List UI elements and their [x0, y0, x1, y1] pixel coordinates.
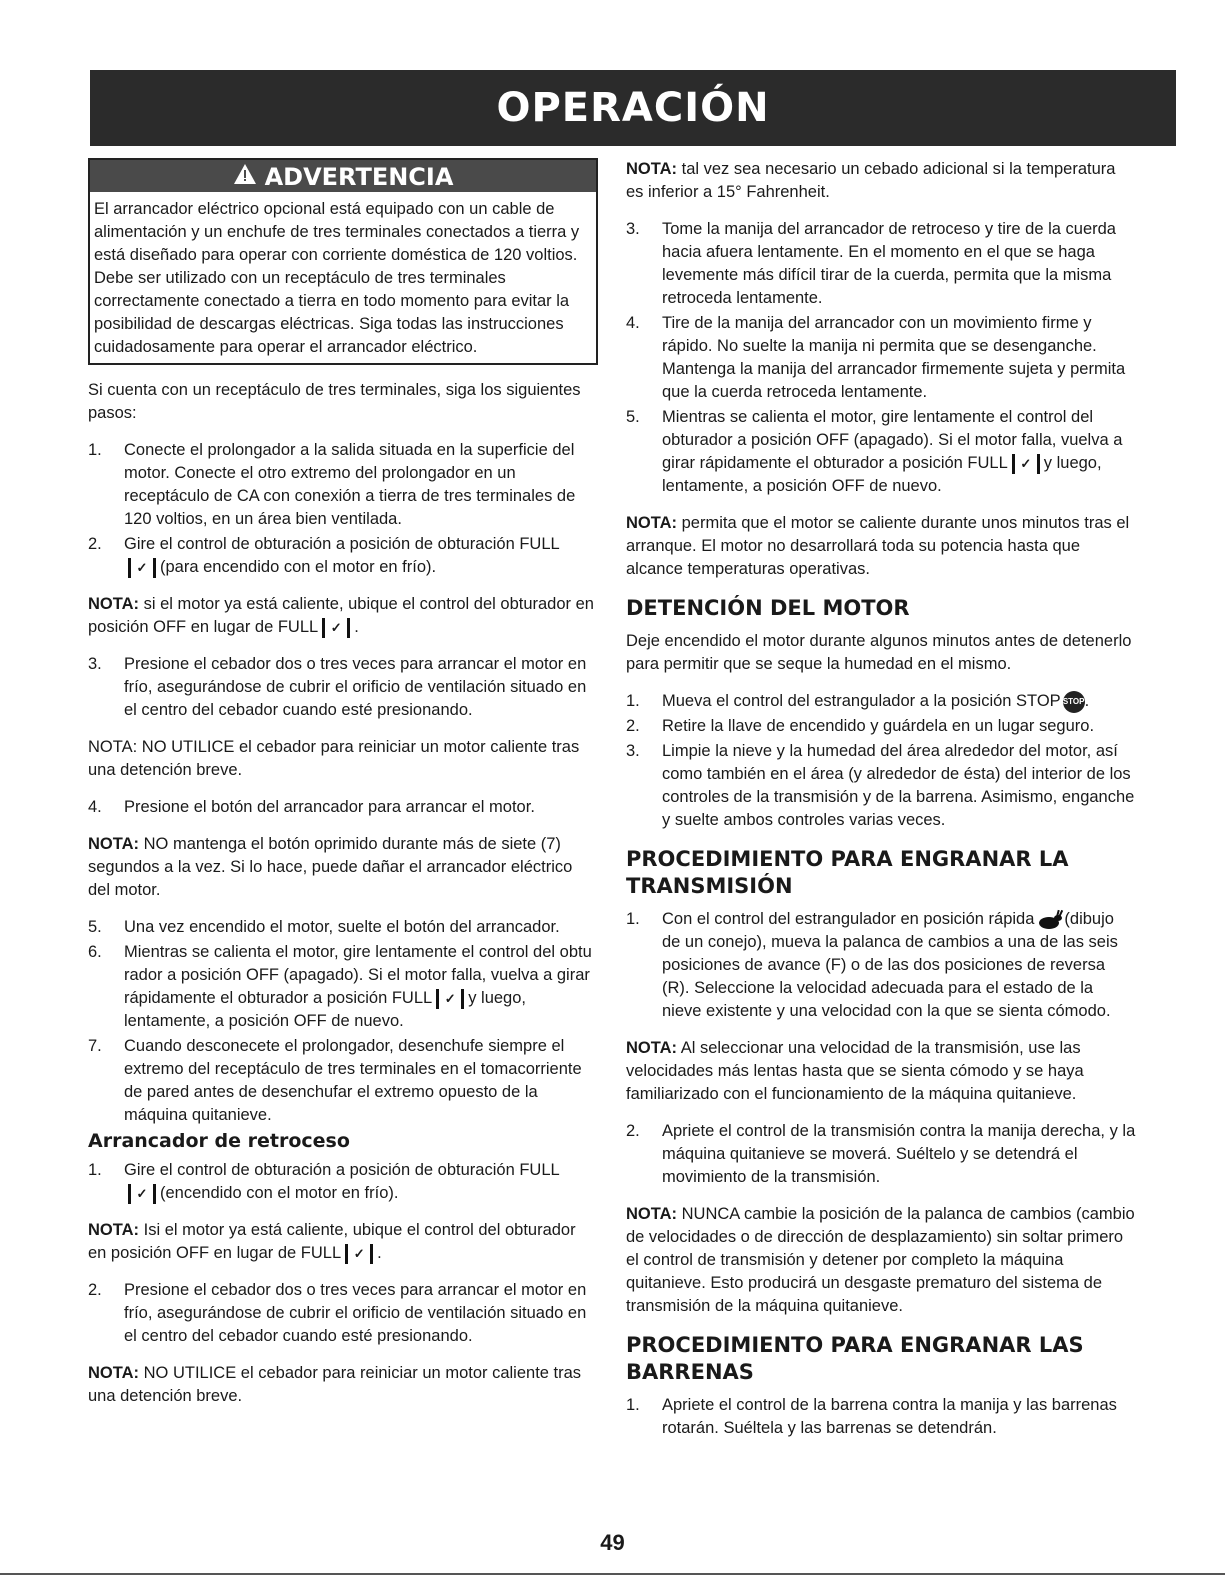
list-item: 4. Tire de la manija del arrancador con un movimiento firme y rápido. No suelte la manija ni permita que se desenganche. Mantenga la manija del arrancador firmemente sujeta y permita que la cuerda retroceda lentamente. — [626, 314, 1126, 401]
rabbit-fast-icon — [1034, 909, 1064, 931]
list-item: 1. Con el control del estrangulador en posición rápida (dibujo de un conejo), mueva la palanca de cambios a una de las seis posiciones de avance (F) o de las dos posiciones de reversa (R). Seleccione la velocidad adecuada para el estado de la nieve existente y una velocidad con la que se sienta cómodo. — [626, 910, 1118, 1020]
warning-box — [88, 158, 598, 365]
note: NOTA: NO mantenga el botón oprimido durante más de siete (7) segundos a la vez. Si lo hace, puede dañar el arrancador eléctrico del motor. — [88, 835, 573, 899]
note: NOTA: NO UTILICE el cebador para reiniciar un motor caliente tras una detención breve. — [88, 1364, 582, 1405]
list-item: 3. Limpie la nieve y la humedad del área alrededor del motor, así como también en el área (y alrededor de ésta) del interior de los controles de la transmisión y de la barrena. Asimismo, enganche y suelte ambos controles varias veces. — [626, 742, 1135, 829]
note: NOTA: NUNCA cambie la posición de la palanca de cambios (cambio de velocidades o de dirección de desplazamiento) sin soltar primero el control de transmisión y detener por completo la máquina quitanieve. Esto producirá un desgaste prematuro del sistema de transmisión de la máquina quitanieve. — [626, 1205, 1135, 1315]
intro-text: Si cuenta con un receptáculo de tres terminales, siga los siguientes pasos: — [88, 381, 581, 422]
paragraph: Deje encendido el motor durante algunos minutos antes de detenerlo para permitir que se seque la humedad en el mismo. — [626, 632, 1132, 673]
warning-triangle-icon — [233, 160, 257, 194]
bottom-rule — [0, 1573, 1225, 1575]
warning-text: El arrancador eléctrico opcional está equipado con un cable de alimentación y un enchufe de tres terminales conectados a tierra y está diseñado para operar con corriente doméstica de 120 voltios. Debe ser utilizado con un receptáculo de tres terminales correctamente conectado a tierra en todo momento para evitar la posibilidad de descargas eléctricas. Siga todas las instrucciones cuidadosamente para operar el arrancador eléctrico. — [94, 200, 580, 356]
right-column — [626, 158, 1136, 1454]
choke-full-icon: ✓ — [322, 618, 350, 638]
note: NOTA: permita que el motor se caliente durante unos minutos tras el arranque. El motor no desarrollará toda su potencia hasta que alcance temperaturas operativas. — [626, 514, 1130, 578]
electric-start-steps — [88, 439, 598, 579]
choke-full-icon: ✓ — [128, 558, 156, 578]
list-item: 2. Retire la llave de encendido y guárdela en un lugar seguro. — [626, 717, 1095, 735]
list-item: 1. Gire el control de obturación a posición de obturación FULL ✓ (encendido con el motor en frío). — [88, 1161, 560, 1202]
section-heading: PROCEDIMIENTO PARA ENGRANAR LA TRANSMISIÓN — [626, 847, 1069, 898]
list-item: 1. Apriete el control de la barrena contra la manija y las barrenas rotarán. Suéltela y las barrenas se detendrán. — [626, 1396, 1117, 1437]
choke-full-icon: ✓ — [345, 1244, 373, 1264]
choke-full-icon: ✓ — [128, 1184, 156, 1204]
note: NOTA: Al seleccionar una velocidad de la transmisión, use las velocidades más lentas hasta que se sienta cómodo y se haya familiarizado con el funcionamiento de la máquina quitanieve. — [626, 1039, 1084, 1103]
list-item: 6. Mientras se calienta el motor, gire lentamente el control del obtu rador a posición OFF (apagado). Si el motor falla, vuelva a girar rápidamente el obturador a posición FULL ✓ y luego, lentamente, a posición OFF de nuevo. — [88, 943, 592, 1030]
section-heading: DETENCIÓN DEL MOTOR — [626, 596, 910, 620]
choke-full-icon: ✓ — [436, 989, 464, 1009]
section-banner — [90, 70, 1176, 146]
note: NOTA: Isi el motor ya está caliente, ubique el control del obturador en posición OFF en lugar de FULL ✓ . — [88, 1221, 576, 1262]
list-item: 1. Conecte el prolongador a la salida situada en la superficie del motor. Conecte el otro extremo del prolongador en un receptáculo de CA con conexión a tierra de tres terminales de 120 voltios, en un área bien ventilada. — [88, 441, 576, 528]
list-item: 7. Cuando desconecete el prolongador, desenchufe siempre el extremo del receptáculo de tres terminales en el tomacorriente de pared antes de desenchufar el extremo opuesto de la máquina quitanieve. — [88, 1037, 582, 1124]
page-title: OPERACIÓN — [496, 85, 770, 131]
list-item: 5. Mientras se calienta el motor, gire lentamente el control del obturador a posición OFF (apagado). Si el motor falla, vuelva a girar rápidamente el obturador a posición FULL ✓ y luego, lentamente, a posición OFF de nuevo. — [626, 408, 1123, 495]
section-heading: Arrancador de retroceso — [88, 1130, 350, 1152]
section-heading: PROCEDIMIENTO PARA ENGRANAR LAS BARRENAS — [626, 1333, 1084, 1384]
warning-title: ADVERTENCIA — [264, 163, 454, 191]
list-item: 3. Presione el cebador dos o tres veces para arrancar el motor en frío, asegurándose de cubrir el orificio de ventilación situado en el centro del cebador cuando esté presionando. — [88, 655, 587, 719]
list-item: 2. Gire el control de obturación a posición de obturación FULL ✓ (para encendido con el motor en frío). — [88, 535, 560, 576]
note: NOTA: si el motor ya está caliente, ubique el control del obturador en posición OFF en lugar de FULL ✓ . — [88, 595, 594, 636]
list-item: 1. Mueva el control del estrangulador a la posición STOP STOP. — [626, 690, 1136, 713]
stop-icon: STOP — [1063, 691, 1085, 713]
left-column — [88, 158, 598, 1422]
list-item: 5. Una vez encendido el motor, suelte el botón del arrancador. — [88, 918, 560, 936]
list-item: 2. Apriete el control de la transmisión contra la manija derecha, y la máquina quitanieve se moverá. Suéltelo y se detendrá el movimiento de la transmisión. — [626, 1122, 1136, 1186]
list-item: 3. Tome la manija del arrancador de retroceso y tire de la cuerda hacia afuera lentamente. En el momento en el que se haga levemente más difícil tirar de la cuerda, permita que la misma retroceda lentamente. — [626, 220, 1116, 307]
page-number: 49 — [600, 1530, 625, 1555]
warning-header — [90, 160, 596, 192]
choke-full-icon: ✓ — [1012, 454, 1040, 474]
list-item: 4. Presione el botón del arrancador para arrancar el motor. — [88, 798, 535, 816]
note: NOTA: tal vez sea necesario un cebado adicional si la temperatura es inferior a 15° Fahrenheit. — [626, 160, 1116, 201]
note: NOTA: NO UTILICE el cebador para reiniciar un motor caliente tras una detención breve. — [88, 738, 580, 779]
list-item: 2. Presione el cebador dos o tres veces para arrancar el motor en frío, asegurándose de cubrir el orificio de ventilación situado en el centro del cebador cuando esté presionando. — [88, 1281, 587, 1345]
